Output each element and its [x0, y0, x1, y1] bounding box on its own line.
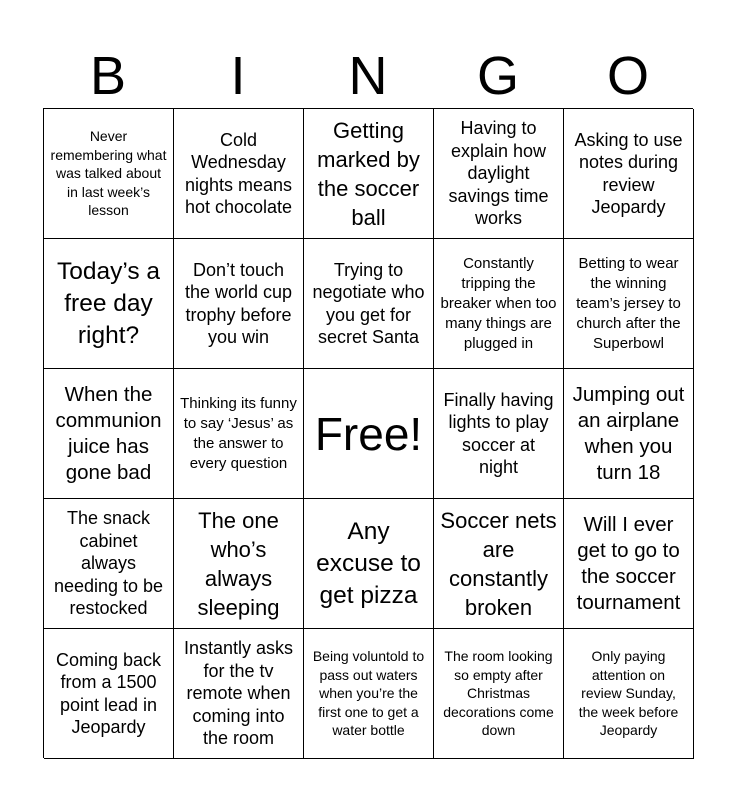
cell-text: Any excuse to get pizza [316, 517, 421, 609]
cell-text: Only paying attention on review Sunday, the week before Jeopardy [578, 648, 679, 739]
bingo-cell-3-1[interactable] [44, 369, 174, 499]
bingo-cell-2-1[interactable] [44, 239, 174, 369]
cell-text: Free! [314, 407, 423, 460]
bingo-cell-4-4[interactable] [434, 499, 564, 629]
cell-text: Never remembering what was talked about in last week’s lesson [50, 128, 167, 219]
cell-text: Today’s a free day right? [56, 257, 161, 349]
cell-text: Jumping out an airplane when you turn 18 [572, 382, 685, 484]
cell-text: The snack cabinet always needing to be restocked [53, 508, 164, 619]
header-letter-g: G [476, 46, 519, 106]
cell-text: Betting to wear the winning team’s jersey to church after the Superbowl [576, 254, 681, 352]
bingo-header [43, 44, 693, 108]
header-letter-b: B [89, 46, 127, 106]
bingo-cell-1-1[interactable] [44, 109, 174, 239]
cell-text: Trying to negotiate who you get for secret Santa [312, 259, 425, 347]
bingo-cell-4-3[interactable] [304, 499, 434, 629]
cell-text: The one who’s always sleeping [197, 507, 280, 620]
cell-text: Don’t touch the world cup trophy before you win [184, 259, 293, 347]
bingo-cell-4-2[interactable] [174, 499, 304, 629]
bingo-cell-3-2[interactable] [174, 369, 304, 499]
bingo-cell-1-2[interactable] [174, 109, 304, 239]
bingo-cell-3-5[interactable] [564, 369, 694, 499]
cell-text: Constantly tripping the breaker when too many things are plugged in [440, 254, 557, 352]
cell-text: Finally having lights to play soccer at night [443, 389, 554, 477]
bingo-cell-2-2[interactable] [174, 239, 304, 369]
cell-text: Thinking its funny to say ‘Jesus’ as the answer to every question [180, 394, 297, 472]
bingo-cell-2-3[interactable] [304, 239, 434, 369]
header-letter-i: I [230, 46, 246, 106]
bingo-cell-2-4[interactable] [434, 239, 564, 369]
bingo-cell-5-4[interactable] [434, 629, 564, 759]
bingo-cell-5-2[interactable] [174, 629, 304, 759]
header-letter-o: O [606, 46, 649, 106]
cell-text: The room looking so empty after Christmas decorations come down [443, 648, 554, 739]
cell-text: Having to explain how daylight savings time works [448, 118, 549, 229]
header-letter-n: N [348, 46, 388, 106]
bingo-cell-5-3[interactable] [304, 629, 434, 759]
cell-text: Will I ever get to go to the soccer tournament [576, 512, 681, 614]
bingo-grid [43, 108, 693, 758]
bingo-cell-1-3[interactable] [304, 109, 434, 239]
bingo-cell-5-1[interactable] [44, 629, 174, 759]
bingo-cell-2-5[interactable] [564, 239, 694, 369]
bingo-cell-4-5[interactable] [564, 499, 694, 629]
cell-text: Coming back from a 1500 point lead in Jeopardy [55, 649, 162, 737]
cell-text: Asking to use notes during review Jeopardy [574, 129, 683, 217]
cell-text: When the communion juice has gone bad [55, 382, 162, 484]
cell-text: Cold Wednesday nights means hot chocolate [184, 129, 293, 217]
bingo-cell-1-5[interactable] [564, 109, 694, 239]
bingo-cell-5-5[interactable] [564, 629, 694, 759]
bingo-cell-free[interactable] [304, 369, 434, 499]
bingo-cell-4-1[interactable] [44, 499, 174, 629]
cell-text: Soccer nets are constantly broken [440, 507, 557, 620]
cell-text: Being voluntold to pass out waters when you’re the first one to get a water bottle [312, 648, 425, 739]
bingo-cell-3-4[interactable] [434, 369, 564, 499]
cell-text: Instantly asks for the tv remote when coming into the room [183, 638, 294, 749]
bingo-cell-1-4[interactable] [434, 109, 564, 239]
cell-text: Getting marked by the soccer ball [317, 117, 420, 230]
